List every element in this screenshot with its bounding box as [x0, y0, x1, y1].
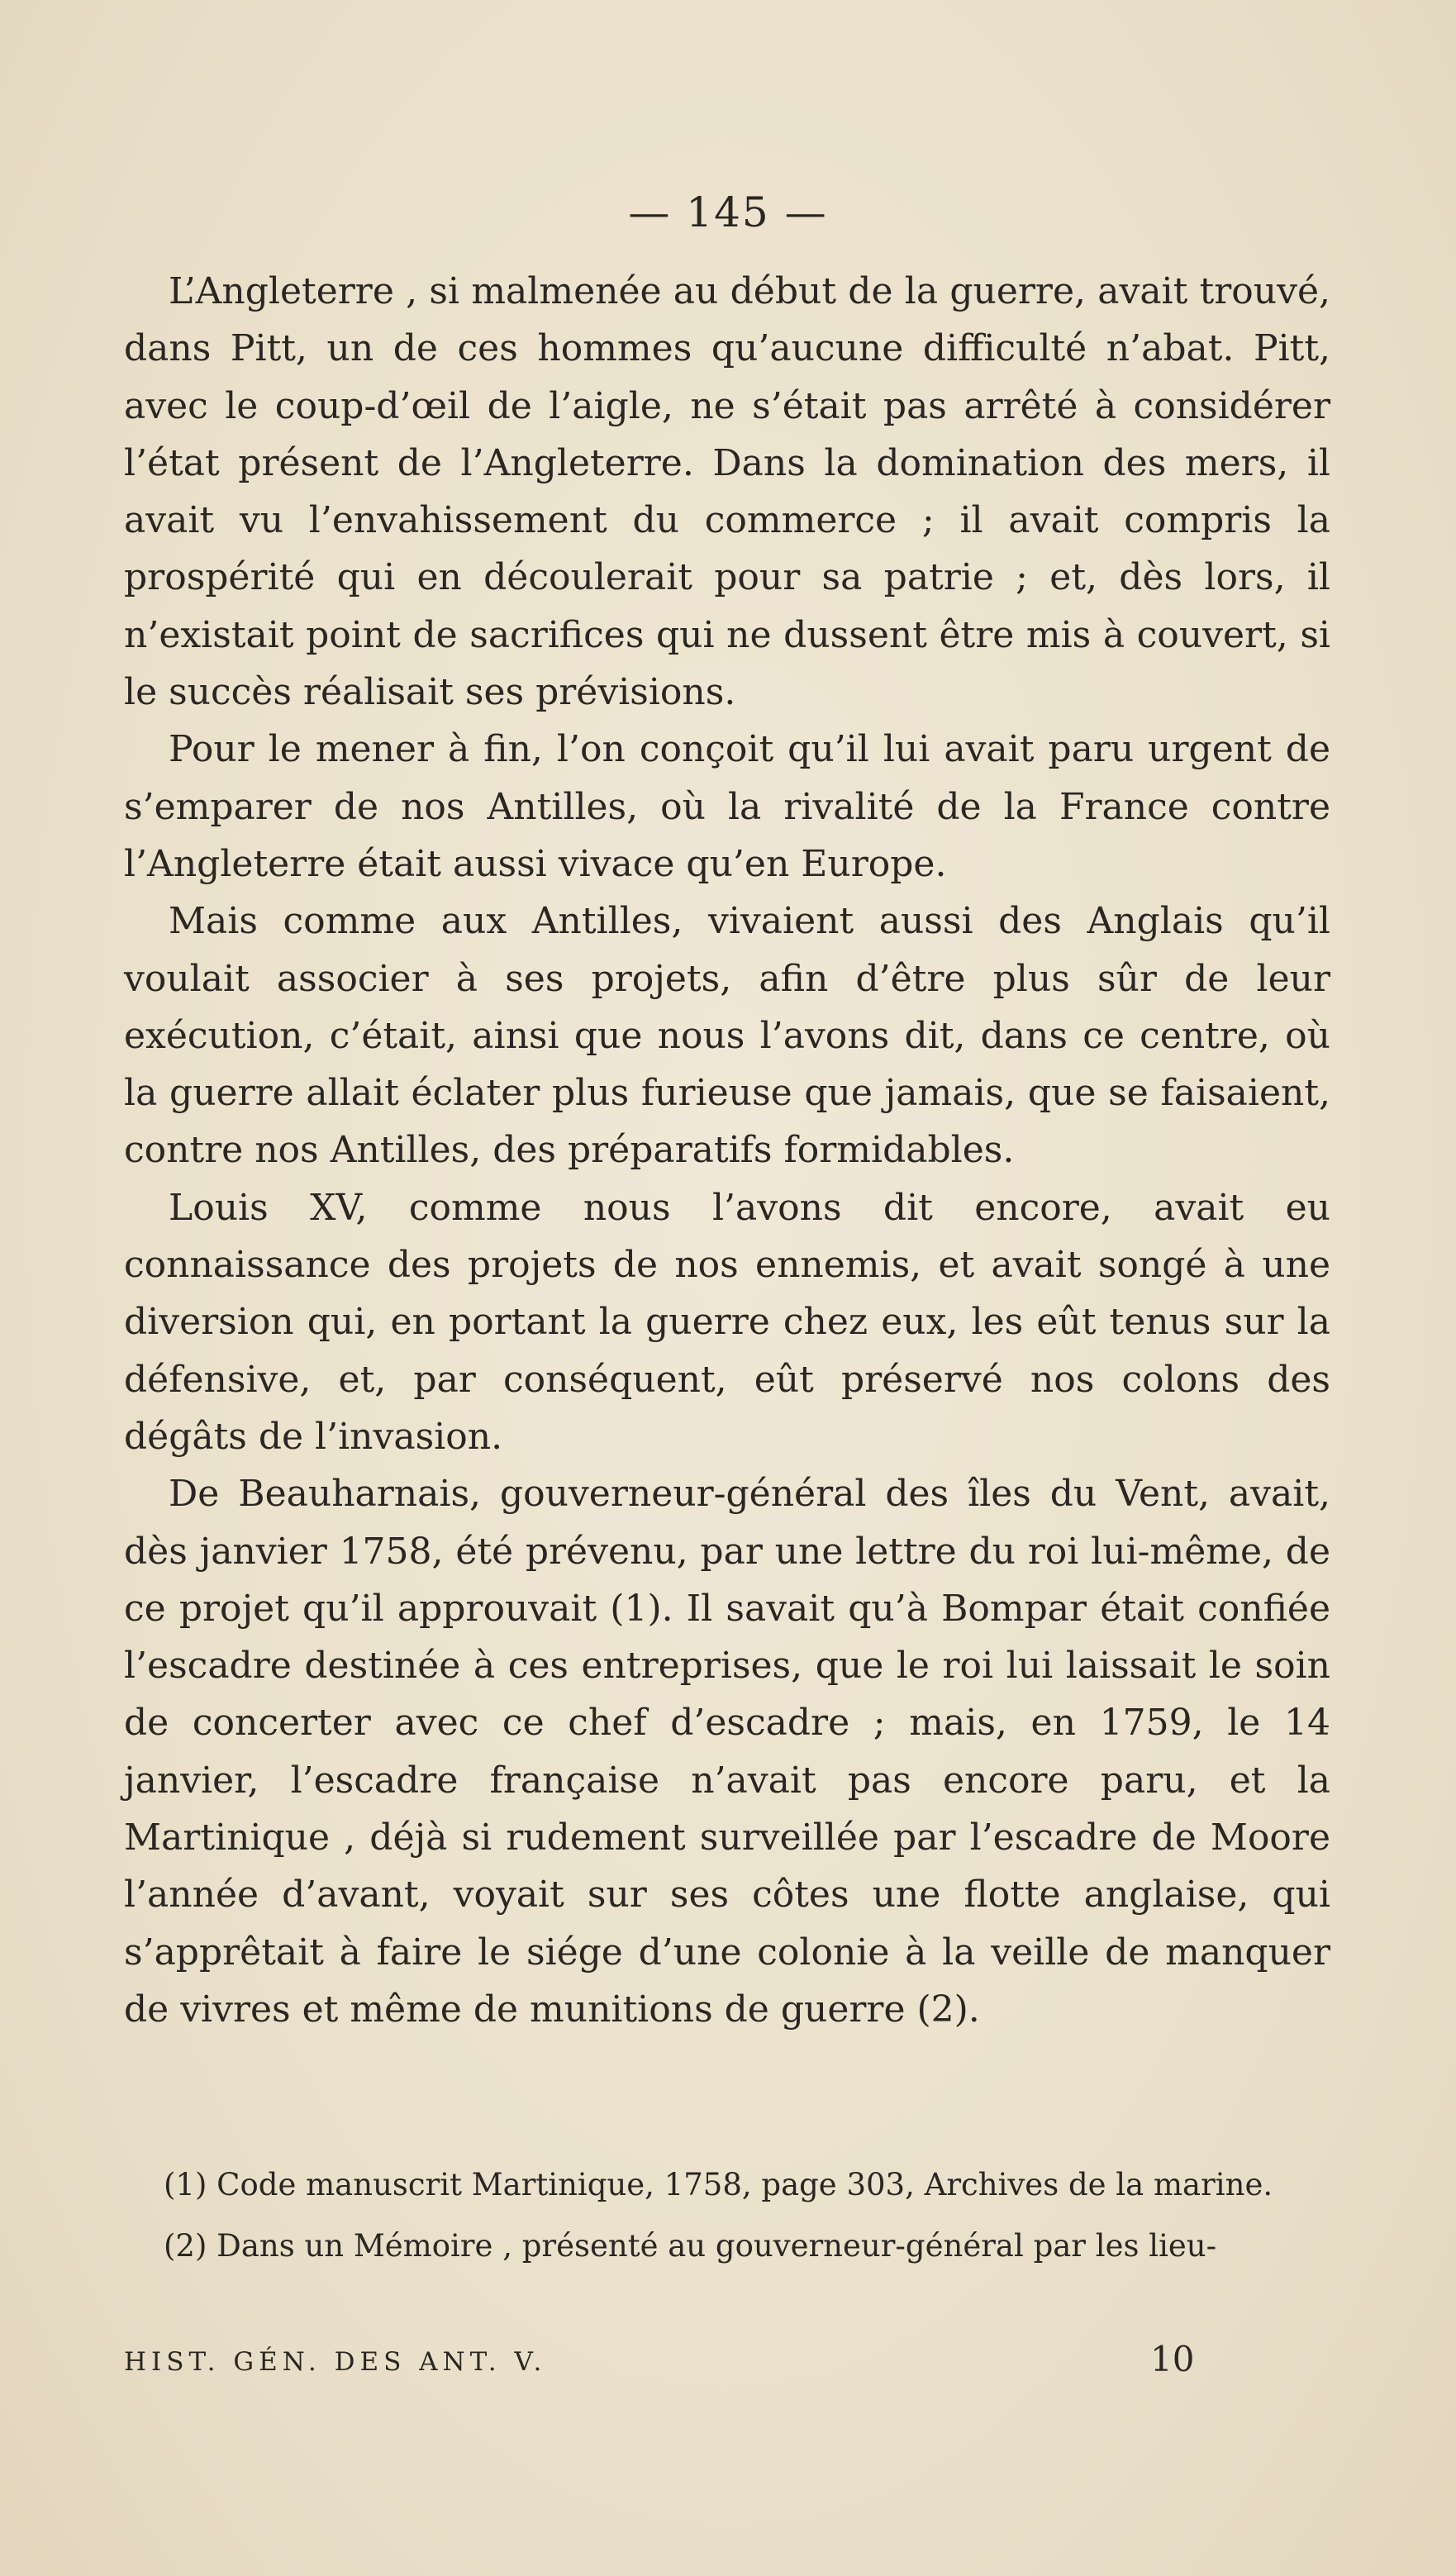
footnotes	[124, 2164, 1330, 2286]
signature-mark: 10	[1150, 2339, 1195, 2379]
paragraph: Pour le mener à fin, l’on conçoit qu’il lui avait paru urgent de s’emparer de nos Antilles, où la rivalité de la France contre l’Angleterre était aussi vivace qu’en Europe.	[124, 728, 1330, 885]
paragraph: De Beauharnais, gouverneur-général des îles du Vent, avait, dès janvier 1758, été prévenu, par une lettre du roi lui-même, de ce projet qu’il approuvait (1). Il savait qu’à Bompar était confiée l’escadre destinée à ces entreprises, que le roi lui laissait le soin de concerter avec ce chef d’escadre ; mais, en 1759, le 14 janvier, l’escadre française n’avait pas encore paru, et la Martinique , déjà si rudement surveillée par l’escadre de Moore l’année d’avant, voyait sur ses côtes une flotte anglaise, qui s’apprêtait à faire le siége d’une colonie à la veille de manquer de vivres et même de munitions de guerre (2).	[124, 1473, 1330, 2031]
footnote: (1) Code manuscrit Martinique, 1758, page 303, Archives de la marine.	[164, 2167, 1273, 2202]
footnote: (2) Dans un Mémoire , présenté au gouverneur-général par les lieu-	[164, 2228, 1217, 2264]
body-text	[124, 263, 1330, 2038]
paragraph: Louis XV, comme nous l’avons dit encore, avait eu connaissance des projets de nos ennemis, et avait songé à une diversion qui, en portant la guerre chez eux, les eût tenus sur la défensive, et, par conséquent, eût préservé nos colons des dégâts de l’invasion.	[124, 1186, 1330, 1458]
running-footer-title: HIST. GÉN. DES ANT. V.	[124, 2347, 547, 2377]
paragraph: Mais comme aux Antilles, vivaient aussi des Anglais qu’il voulait associer à ses projets, afin d’être plus sûr de leur exécution, c’était, ainsi que nous l’avons dit, dans ce centre, où la guerre allait éclater plus furieuse que jamais, que se faisaient, contre nos Antilles, des préparatifs formidables.	[124, 900, 1330, 1172]
page-number: — 145 —	[628, 188, 828, 236]
paragraph: L’Angleterre , si malmenée au début de la guerre, avait trouvé, dans Pitt, un de ces hommes qu’aucune difficulté n’abat. Pitt, avec le coup-d’œil de l’aigle, ne s’était pas arrêté à considérer l’état présent de l’Angleterre. Dans la domination des mers, il avait vu l’envahissement du commerce ; il avait compris la prospérité qui en découlerait pour sa patrie ; et, dès lors, il n’existait point de sacrifices qui ne dussent être mis à couvert, si le succès réalisait ses prévisions.	[124, 270, 1330, 714]
